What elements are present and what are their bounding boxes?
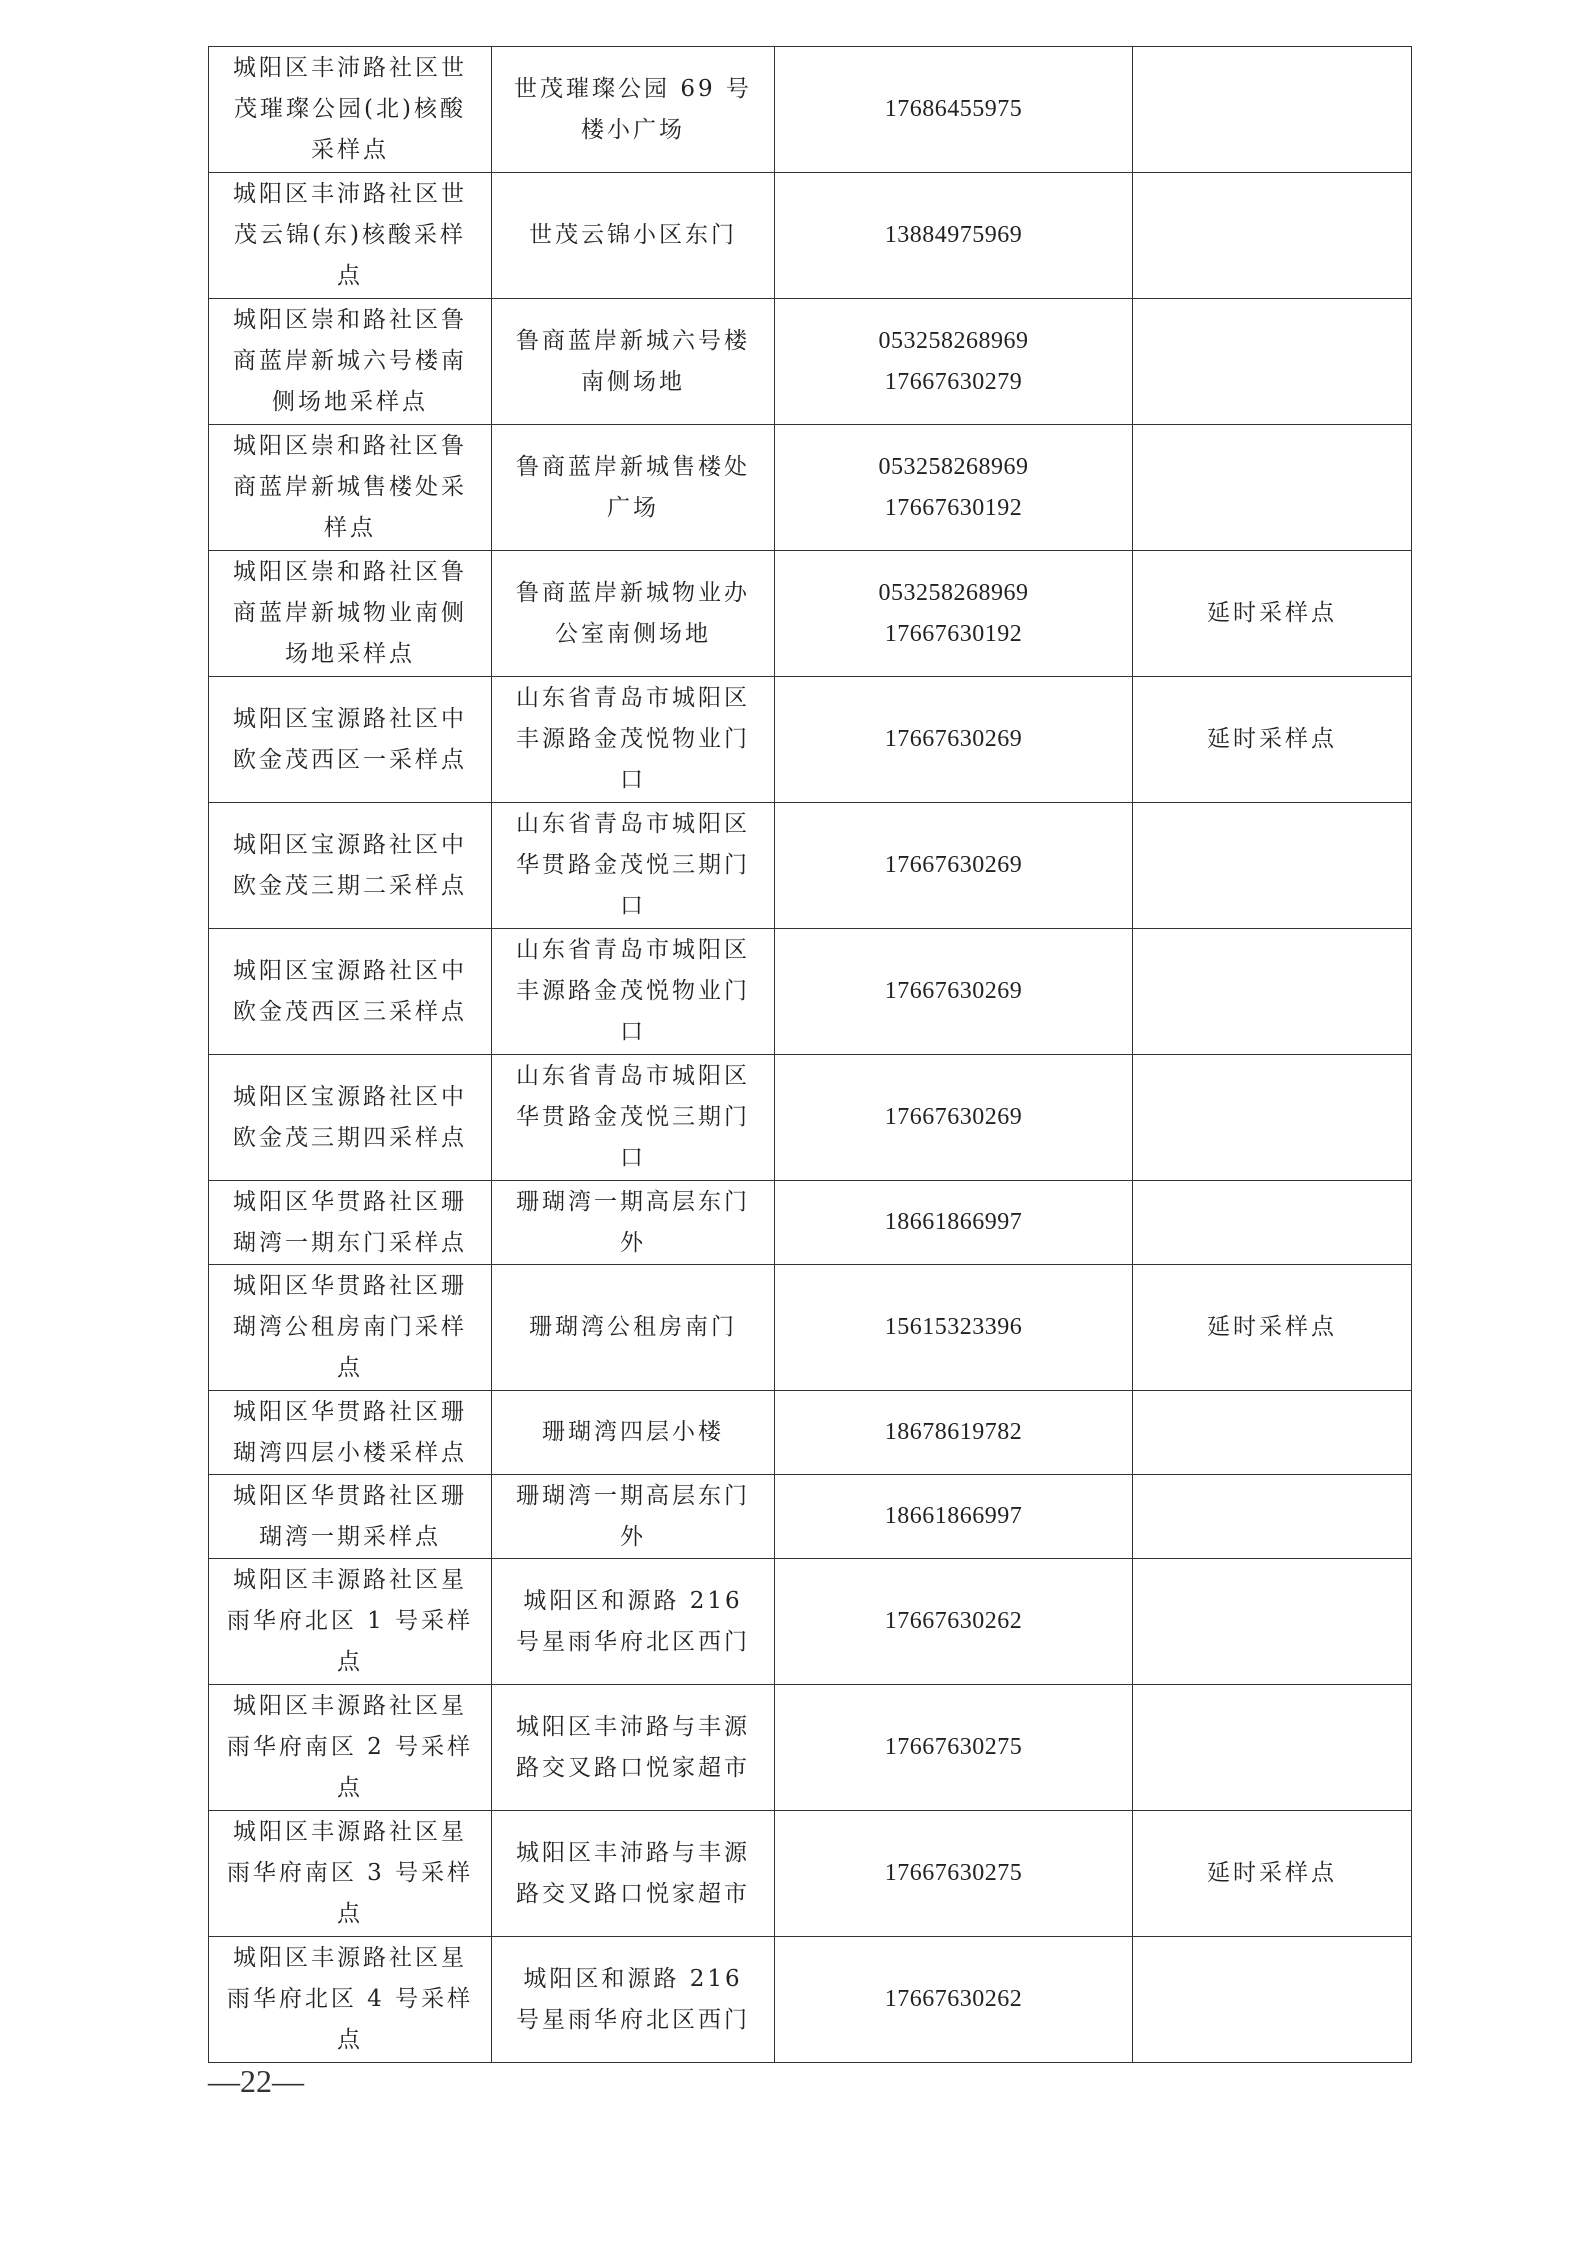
site-address-cell: 鲁商蓝岸新城售楼处广场: [492, 425, 775, 551]
phone-cell: [775, 1181, 1133, 1265]
note-cell: [1133, 1685, 1412, 1811]
note-cell: [1133, 929, 1412, 1055]
phone-cell: [775, 47, 1133, 173]
phone-cell: [775, 677, 1133, 803]
site-address-cell: 山东省青岛市城阳区华贯路金茂悦三期门口: [492, 1055, 775, 1181]
site-address-cell: 山东省青岛市城阳区丰源路金茂悦物业门口: [492, 929, 775, 1055]
phone-number: 053258268969: [878, 327, 1029, 354]
site-name-cell: 城阳区华贯路社区珊瑚湾公租房南门采样点: [209, 1265, 492, 1391]
phone-cell: [775, 551, 1133, 677]
phone-number: 18678619782: [884, 1419, 1023, 1445]
phone-number: 18661866997: [884, 1209, 1023, 1235]
site-address-cell: 珊瑚湾一期高层东门外: [492, 1475, 775, 1559]
table-row: [209, 1937, 1412, 2063]
site-name-cell: 城阳区宝源路社区中欧金茂西区一采样点: [209, 677, 492, 803]
phone-number: 17667630192: [884, 620, 1023, 647]
table-row: [209, 551, 1412, 677]
phone-number: 17667630279: [884, 368, 1023, 395]
table-row: [209, 1391, 1412, 1475]
table-row: [209, 1685, 1412, 1811]
table-body: [209, 47, 1412, 2063]
table-row: [209, 1055, 1412, 1181]
phone-number: 17667630192: [884, 494, 1023, 521]
phone-cell: [775, 929, 1133, 1055]
page-number: —22—: [208, 2063, 304, 2099]
phone-number: 17667630269: [884, 726, 1023, 752]
note-cell: 延时采样点: [1133, 1265, 1412, 1391]
phone-cell: [775, 425, 1133, 551]
site-name-cell: 城阳区宝源路社区中欧金茂西区三采样点: [209, 929, 492, 1055]
site-address-cell: 世茂璀璨公园 69 号楼小广场: [492, 47, 775, 173]
site-address-cell: 城阳区和源路 216 号星雨华府北区西门: [492, 1937, 775, 2063]
note-cell: 延时采样点: [1133, 551, 1412, 677]
table-row: [209, 173, 1412, 299]
site-name-cell: 城阳区丰源路社区星雨华府南区 2 号采样点: [209, 1685, 492, 1811]
site-name-cell: 城阳区华贯路社区珊瑚湾一期采样点: [209, 1475, 492, 1559]
table-row: [209, 1559, 1412, 1685]
table-row: [209, 1181, 1412, 1265]
phone-cell: [775, 1475, 1133, 1559]
note-cell: [1133, 803, 1412, 929]
note-cell: [1133, 1937, 1412, 2063]
note-cell: [1133, 1559, 1412, 1685]
note-cell: 延时采样点: [1133, 1811, 1412, 1937]
phone-cell: [775, 1685, 1133, 1811]
note-cell: [1133, 1475, 1412, 1559]
phone-cell: [775, 1055, 1133, 1181]
phone-number: 17667630262: [884, 1608, 1023, 1634]
table-row: [209, 677, 1412, 803]
phone-number: 18661866997: [884, 1503, 1023, 1529]
table-row: [209, 425, 1412, 551]
site-name-cell: 城阳区丰源路社区星雨华府南区 3 号采样点: [209, 1811, 492, 1937]
site-name-cell: 城阳区崇和路社区鲁商蓝岸新城售楼处采样点: [209, 425, 492, 551]
note-cell: [1133, 1391, 1412, 1475]
site-address-cell: 珊瑚湾公租房南门: [492, 1265, 775, 1391]
phone-number: 053258268969: [878, 579, 1029, 606]
site-address-cell: 城阳区丰沛路与丰源路交叉路口悦家超市: [492, 1685, 775, 1811]
note-cell: [1133, 425, 1412, 551]
site-address-cell: 珊瑚湾四层小楼: [492, 1391, 775, 1475]
site-address-cell: 鲁商蓝岸新城六号楼南侧场地: [492, 299, 775, 425]
phone-cell: [775, 1391, 1133, 1475]
site-address-cell: 城阳区丰沛路与丰源路交叉路口悦家超市: [492, 1811, 775, 1937]
site-address-cell: 鲁商蓝岸新城物业办公室南侧场地: [492, 551, 775, 677]
site-name-cell: 城阳区宝源路社区中欧金茂三期二采样点: [209, 803, 492, 929]
phone-number: 17667630275: [884, 1860, 1023, 1886]
table-row: [209, 299, 1412, 425]
phone-cell: [775, 1559, 1133, 1685]
site-address-cell: 山东省青岛市城阳区华贯路金茂悦三期门口: [492, 803, 775, 929]
table-row: [209, 1475, 1412, 1559]
phone-cell: [775, 803, 1133, 929]
phone-cell: [775, 299, 1133, 425]
table-row: [209, 1811, 1412, 1937]
site-name-cell: 城阳区丰源路社区星雨华府北区 4 号采样点: [209, 1937, 492, 2063]
note-cell: 延时采样点: [1133, 677, 1412, 803]
site-address-cell: 城阳区和源路 216 号星雨华府北区西门: [492, 1559, 775, 1685]
site-name-cell: 城阳区丰沛路社区世茂云锦(东)核酸采样点: [209, 173, 492, 299]
site-name-cell: 城阳区崇和路社区鲁商蓝岸新城六号楼南侧场地采样点: [209, 299, 492, 425]
phone-cell: [775, 1811, 1133, 1937]
note-cell: [1133, 173, 1412, 299]
table-row: [209, 47, 1412, 173]
phone-number: 13884975969: [884, 222, 1023, 248]
note-cell: [1133, 299, 1412, 425]
phone-number: 17667630269: [884, 1104, 1023, 1130]
site-name-cell: 城阳区丰沛路社区世茂璀璨公园(北)核酸采样点: [209, 47, 492, 173]
phone-number: 17667630275: [884, 1734, 1023, 1760]
sampling-site-table: [208, 46, 1412, 2063]
phone-number: 17667630269: [884, 978, 1023, 1004]
phone-number: 15615323396: [884, 1314, 1023, 1340]
site-name-cell: 城阳区宝源路社区中欧金茂三期四采样点: [209, 1055, 492, 1181]
note-cell: [1133, 1181, 1412, 1265]
phone-number: 17686455975: [884, 96, 1023, 122]
phone-cell: [775, 1937, 1133, 2063]
phone-number: 17667630262: [884, 1986, 1023, 2012]
note-cell: [1133, 47, 1412, 173]
phone-number: 053258268969: [878, 453, 1029, 480]
table-row: [209, 929, 1412, 1055]
table-row: [209, 803, 1412, 929]
phone-cell: [775, 1265, 1133, 1391]
site-name-cell: 城阳区崇和路社区鲁商蓝岸新城物业南侧场地采样点: [209, 551, 492, 677]
site-address-cell: 山东省青岛市城阳区丰源路金茂悦物业门口: [492, 677, 775, 803]
site-name-cell: 城阳区丰源路社区星雨华府北区 1 号采样点: [209, 1559, 492, 1685]
site-name-cell: 城阳区华贯路社区珊瑚湾四层小楼采样点: [209, 1391, 492, 1475]
note-cell: [1133, 1055, 1412, 1181]
site-address-cell: 世茂云锦小区东门: [492, 173, 775, 299]
table-row: [209, 1265, 1412, 1391]
phone-cell: [775, 173, 1133, 299]
site-address-cell: 珊瑚湾一期高层东门外: [492, 1181, 775, 1265]
site-name-cell: 城阳区华贯路社区珊瑚湾一期东门采样点: [209, 1181, 492, 1265]
phone-number: 17667630269: [884, 852, 1023, 878]
